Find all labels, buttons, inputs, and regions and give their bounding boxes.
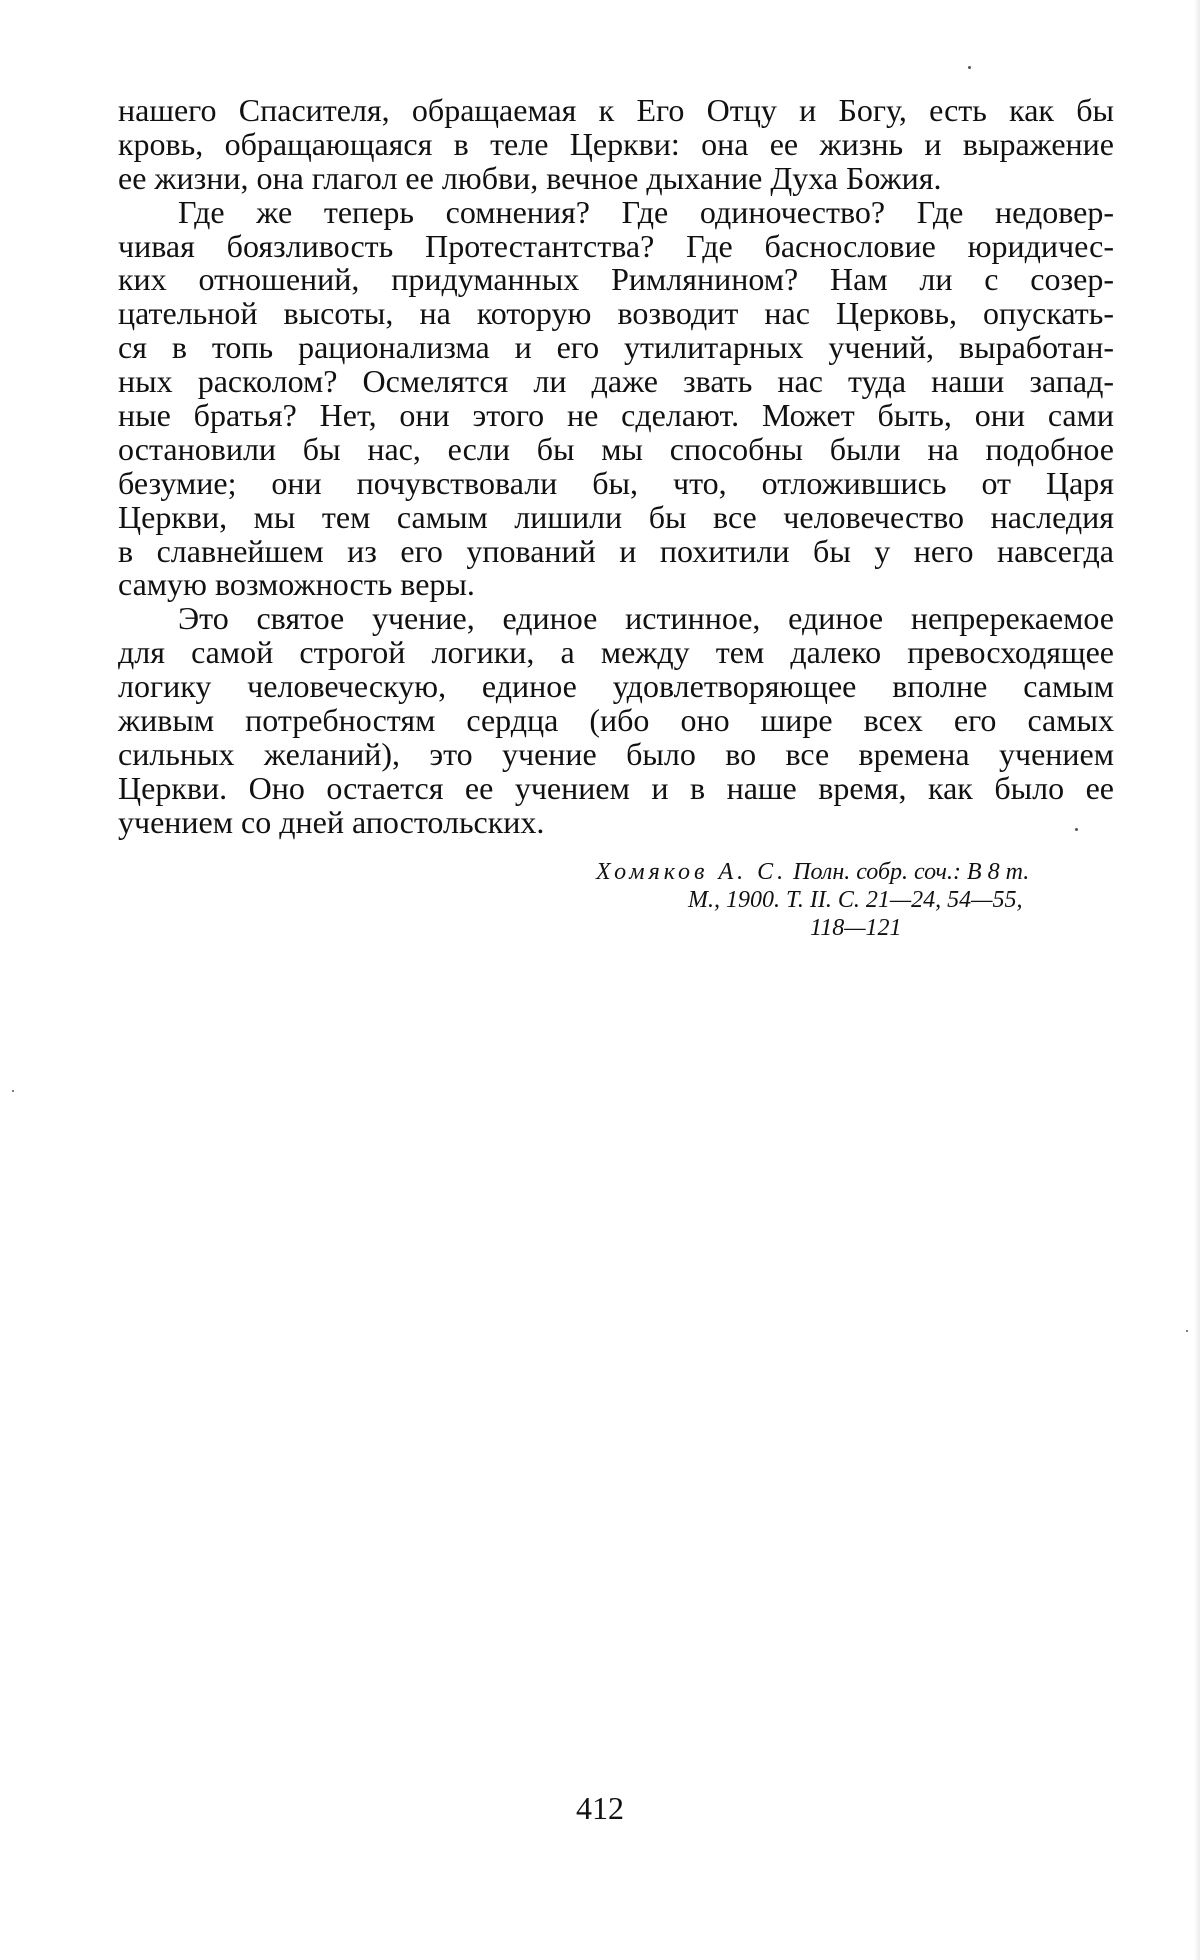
body-text	[118, 94, 1114, 840]
text-line: ся в топь рационализма и его утилитарных учений, выработан-	[118, 329, 1114, 366]
text-line: Это святое учение, единое истинное, единое непререкаемое	[178, 600, 1114, 637]
text-line: самую возможность веры.	[118, 566, 475, 603]
text-line: логику человеческую, единое удовлетворяющее вполне самым	[118, 668, 1114, 705]
text-line: живым потребностям сердца (ибо оно шире всех его самых	[118, 702, 1114, 739]
text-line: в славнейшем из его упований и похитили бы у него навсегда	[118, 532, 1114, 569]
text-line: кровь, обращающаяся в теле Церкви: она ее жизнь и выражение	[118, 125, 1114, 162]
text-line: для самой строгой логики, а между тем далеко превосходящее	[118, 634, 1114, 671]
scan-speck	[1186, 1330, 1188, 1332]
text-line: нашего Спасителя, обращаемая к Его Отцу и Богу, есть как бы	[118, 92, 1114, 128]
text-line: безумие; они почувствовали бы, что, отложившись от Царя	[118, 464, 1114, 501]
text-line: сильных желаний), это учение было во все времена учением	[118, 735, 1114, 772]
text-line: ее жизни, она глагол ее любви, вечное дыхание Духа Божия.	[118, 159, 942, 196]
text-line: ких отношений, придуманных Римлянином? Нам ли с созер-	[118, 261, 1114, 298]
page-edge-shadow	[1194, 0, 1200, 1960]
source-citation	[560, 858, 1120, 942]
citation-line: М., 1900. Т. II. С. 21—24, 54—55,	[688, 887, 1023, 913]
text-line: Церкви. Оно остается ее учением и в наше время, как было ее	[118, 769, 1114, 806]
text-line: чивая боязливость Протестантства? Где баснословие юридичес-	[118, 227, 1114, 264]
citation-line	[560, 858, 1120, 886]
citation-author: Хомяков А. С.	[596, 859, 788, 885]
text-line: ных расколом? Осмелятся ли даже звать нас туда наши запад-	[118, 363, 1114, 400]
page-number: 412	[576, 1790, 624, 1826]
citation-title: Полн. собр. соч.: В 8 т.	[793, 859, 1030, 885]
text-line: ные братья? Нет, они этого не сделают. Может быть, они сами	[118, 397, 1114, 434]
scan-speck	[12, 1090, 14, 1092]
scan-speck	[968, 66, 971, 69]
text-line: цательной высоты, на которую возводит нас Церковь, опускать-	[118, 295, 1114, 332]
scan-speck	[1075, 828, 1078, 831]
text-line: Церкви, мы тем самым лишили бы все человечество наследия	[118, 498, 1114, 535]
text-line: Где же теперь сомнения? Где одиночество? Где недовер-	[178, 193, 1114, 230]
text-line: учением со дней апостольских.	[118, 803, 545, 840]
citation-line: 118—121	[810, 915, 902, 941]
text-line: остановили бы нас, если бы мы способны были на подобное	[118, 430, 1114, 467]
